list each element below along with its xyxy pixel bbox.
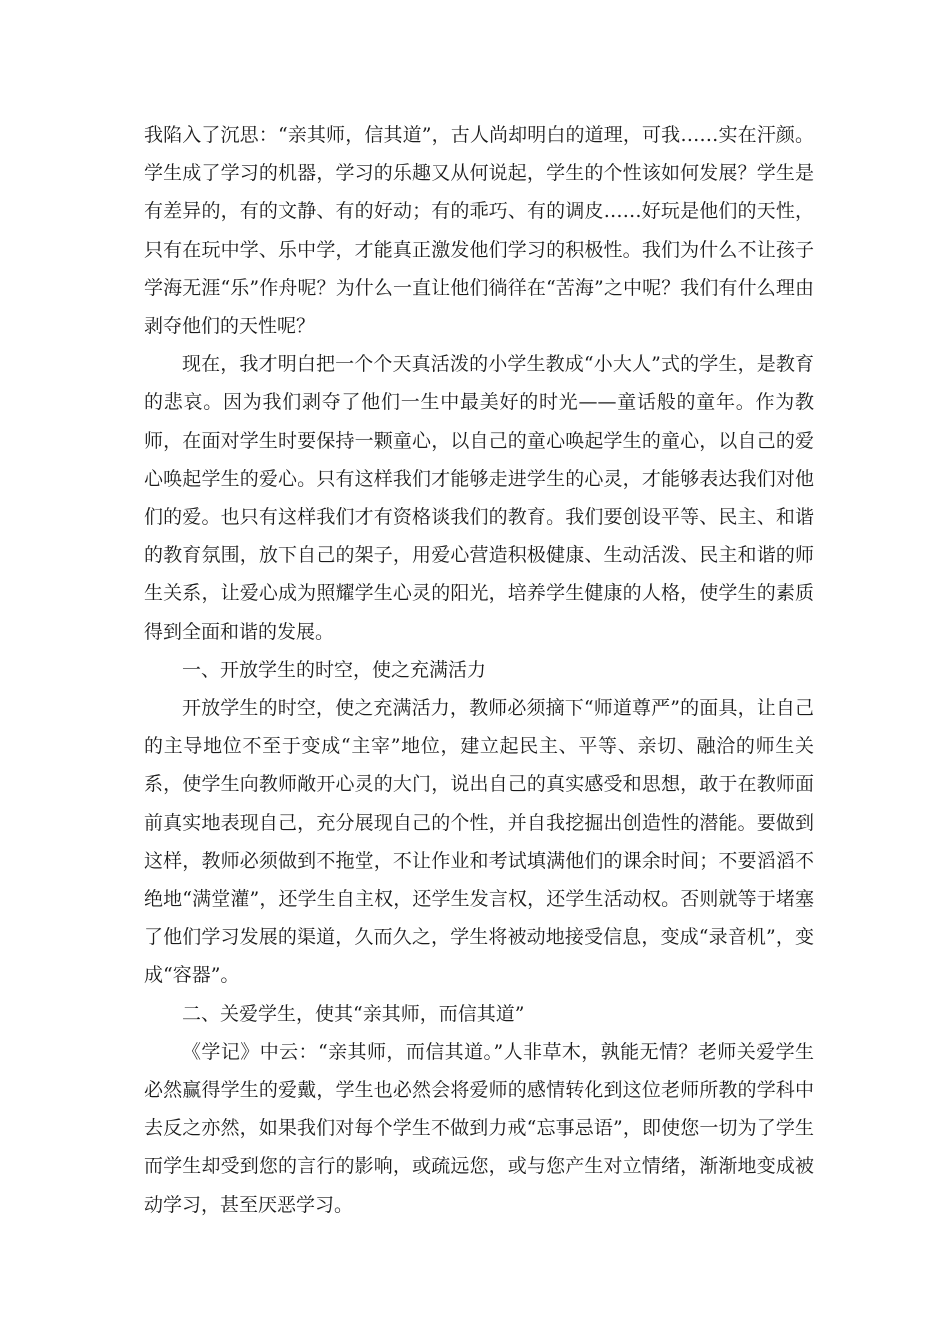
paragraph-care-for-students: 《学记》中云：“亲其师，而信其道。”人非草木，孰能无情？老师关爱学生必然赢得学生的爱戴，学生也必然会将爱师的感情转化到这位老师所教的学科中去反之亦然，如果我们对每个学生不做到力戒“忘事忌语”，即使您一切为了学生而学生却受到您的言行的影响，或疏远您，或与您产生对立情绪，渐渐地变成被动学习，甚至厌恶学习。	[144, 1040, 814, 1216]
paragraph-reflection: 我陷入了沉思：“亲其师，信其道”，古人尚却明白的道理，可我……实在汗颜。学生成了学习的机器，学习的乐趣又从何说起，学生的个性该如何发展？学生是有差异的，有的文静、有的好动；有的乖巧、有的调皮……好玩是他们的天性，只有在玩中学、乐中学，才能真正激发他们学习的积极性。我们为什么不让孩子学海无涯“乐”作舟呢？为什么一直让他们徜徉在“苦海”之中呢？我们有什么理由剥夺他们的天性呢？	[144, 124, 814, 338]
paragraph-realization: 现在，我才明白把一个个天真活泼的小学生教成“小大人”式的学生，是教育的悲哀。因为我们剥夺了他们一生中最美好的时光——童话般的童年。作为教师，在面对学生时要保持一颗童心，以自己的童心唤起学生的童心，以自己的爱心唤起学生的爱心。只有这样我们才能够走进学生的心灵，才能够表达我们对他们的爱。也只有这样我们才有资格谈我们的教育。我们要创设平等、民主、和谐的教育氛围，放下自己的架子，用爱心营造积极健康、生动活泼、民主和谐的师生关系，让爱心成为照耀学生心灵的阳光，培养学生健康的人格，使学生的素质得到全面和谐的发展。	[144, 353, 814, 643]
section-heading-2: 二、关爱学生，使其“亲其师，而信其道”	[182, 1002, 525, 1025]
document-body	[144, 116, 814, 1224]
paragraph-open-time-space: 开放学生的时空，使之充满活力，教师必须摘下“师道尊严”的面具，让自己的主导地位不至于变成“主宰”地位，建立起民主、平等、亲切、融洽的师生关系，使学生向教师敞开心灵的大门，说出自己的真实感受和思想，敢于在教师面前真实地表现自己，充分展现自己的个性，并自我挖掘出创造性的潜能。要做到这样，教师必须做到不拖堂，不让作业和考试填满他们的课余时间；不要滔滔不绝地“满堂灌”，还学生自主权，还学生发言权，还学生活动权。否则就等于堵塞了他们学习发展的渠道，久而久之，学生将被动地接受信息，变成“录音机”，变成“容器”。	[144, 697, 814, 987]
section-heading-1: 一、开放学生的时空，使之充满活力	[182, 658, 487, 681]
